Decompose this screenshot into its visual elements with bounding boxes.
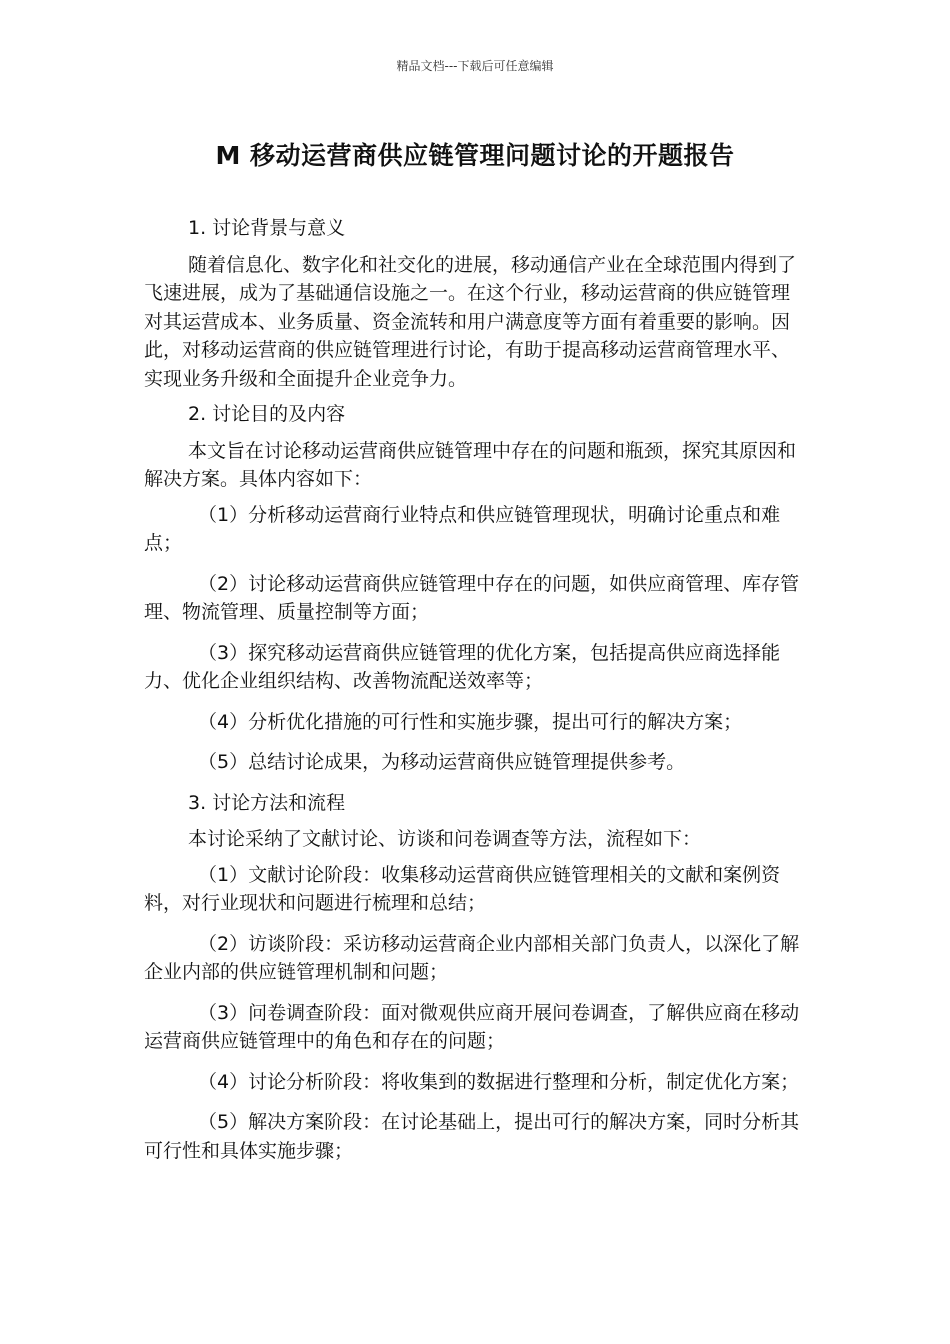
list-item: （3）探究移动运营商供应链管理的优化方案，包括提高供应商选择能力、优化企业组织结构、改善物流配送效率等；: [144, 641, 781, 692]
list-item: （5）总结讨论成果，为移动运营商供应链管理提供参考。: [198, 751, 686, 773]
list-item: （2）讨论移动运营商供应链管理中存在的问题，如供应商管理、库存管理、物流管理、质量控制等方面；: [144, 572, 800, 623]
section-heading: 2. 讨论目的及内容: [188, 403, 346, 425]
document-title: M 移动运营商供应链管理问题讨论的开题报告: [215, 141, 735, 170]
list-item: （4）讨论分析阶段：将收集到的数据进行整理和分析，制定优化方案；: [198, 1070, 800, 1093]
page-header: 精品文档---下载后可任意编辑: [396, 59, 554, 73]
list-item: （1）文献讨论阶段：收集移动运营商供应链管理相关的文献和案例资料，对行业现状和问题进行梳理和总结；: [144, 863, 781, 914]
section-heading: 3. 讨论方法和流程: [188, 791, 346, 814]
section-heading: 1. 讨论背景与意义: [188, 217, 346, 239]
list-item: （5）解决方案阶段：在讨论基础上，提出可行的解决方案，同时分析其可行性和具体实施步骤；: [144, 1111, 800, 1162]
list-item: （3）问卷调查阶段：面对微观供应商开展问卷调查，了解供应商在移动运营商供应链管理中的角色和存在的问题；: [144, 1001, 800, 1052]
list-item: （2）访谈阶段：采访移动运营商企业内部相关部门负责人，以深化了解企业内部的供应链管理机制和问题；: [144, 932, 800, 983]
list-item: （4）分析优化措施的可行性和实施步骤，提出可行的解决方案；: [198, 710, 743, 733]
document-body: [144, 214, 806, 1177]
paragraph: 随着信息化、数字化和社交化的进展，移动通信产业在全球范围内得到了飞速进展，成为了基础通信设施之一。在这个行业，移动运营商的供应链管理对其运营成本、业务质量、资金流转和用户满意度等方面有着重要的影响。因此，对移动运营商的供应链管理进行讨论，有助于提高移动运营商管理水平、实现业务升级和全面提升企业竞争力。: [144, 253, 797, 390]
list-item: （1）分析移动运营商行业特点和供应链管理现状，明确讨论重点和难点；: [144, 503, 781, 554]
paragraph: 本讨论采纳了文献讨论、访谈和问卷调查等方法，流程如下：: [188, 828, 702, 850]
paragraph: 本文旨在讨论移动运营商供应链管理中存在的问题和瓶颈，探究其原因和解决方案。具体内容如下：: [144, 439, 797, 490]
